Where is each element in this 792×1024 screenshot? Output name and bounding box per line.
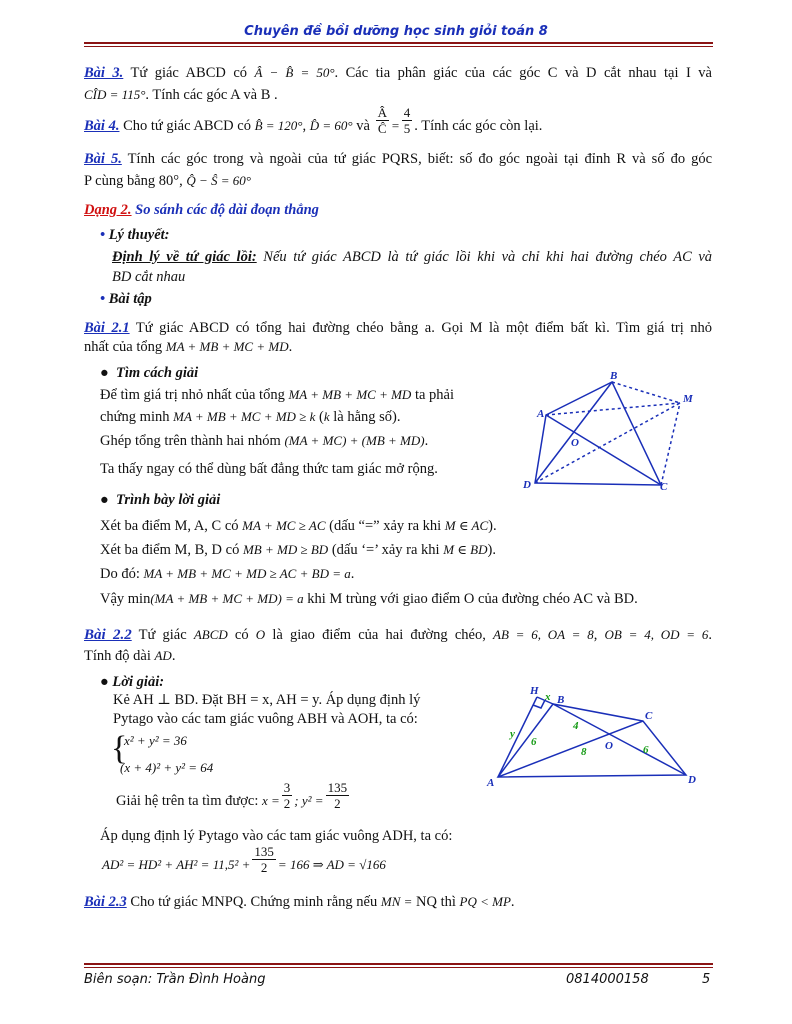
quadrilateral-figure-1 xyxy=(515,370,705,495)
fig2-label-y: y xyxy=(510,728,515,740)
page-number: 5 xyxy=(702,972,711,987)
method-line-3: Ghép tổng trên thành hai nhóm (MA + MC) + (MB + MD). xyxy=(100,433,429,449)
exercise-heading: • Bài tập xyxy=(100,291,152,307)
solution-line-3: Do đó: MA + MB + MC + MD ≥ AC + BD = a. xyxy=(100,566,355,582)
method-line-4: Ta thấy ngay có thể dùng bất đẳng thức tam giác mở rộng. xyxy=(100,461,438,477)
footer-rule xyxy=(84,963,713,968)
system-eq-2: (x + 4)² + y² = 64 xyxy=(120,760,214,775)
fig2-label-B: B xyxy=(557,694,565,706)
problem-3-line-2: CÎD = 115°. Tính các góc A và B . xyxy=(84,87,278,103)
answer-line-5: AD² = HD² + AH² = 11,5² + $\frac{135}{2}$ = 166 ⇒ AD = √166 xyxy=(102,844,386,876)
problem-2-2-line-1: Bài 2.2 Tứ giác ABCD có O là giao điểm của hai đường chéo, AB = 6, OA = 8, OB = 4, OD = 6. xyxy=(84,627,712,643)
fig2-label-C: C xyxy=(645,710,653,722)
fig2-label-D: D xyxy=(688,774,696,786)
system-eq-1: x² + y² = 36 xyxy=(124,733,187,748)
problem-2-1-line-1: Bài 2.1 Tứ giác ABCD có tổng hai đường chéo bằng a. Gọi M là một điểm bất kì. Tìm giá trị nhỏ xyxy=(84,320,712,336)
theory-heading: • Lý thuyết: xyxy=(100,227,170,243)
method-heading: ● Tìm cách giải xyxy=(100,365,199,381)
fig2-label-6-ab: 6 xyxy=(531,736,537,748)
solution-line-4: Vậy min(MA + MB + MC + MD) = a khi M trùng với giao điểm O của đường chéo AC và BD. xyxy=(100,591,638,607)
fig2-label-O: O xyxy=(605,740,613,752)
problem-3-line-1: Bài 3. Tứ giác ABCD có Â − B̂ = 50°. Các tia phân giác của các góc C và D cắt nhau tại I và xyxy=(84,65,712,81)
fig1-label-C: C xyxy=(660,481,668,493)
method-line-1: Để tìm giá trị nhỏ nhất của tổng MA + MB + MC + MD ta phải xyxy=(100,387,454,403)
answer-line-3: Giải hệ trên ta tìm được: x = $\frac{3}{2}$ ; y² = $\frac{135}{2}$ xyxy=(116,780,348,812)
fig2-label-6-od: 6 xyxy=(643,744,649,756)
problem-4: Bài 4. Cho tứ giác ABCD có B̂ = 120°, D̂ = 60° và $\frac{Â}{Ĉ}$ = $\frac{4}{5}$ . Tính các góc còn lại. xyxy=(84,105,543,137)
problem-2-1-line-2: nhất của tổng MA + MB + MC + MD. xyxy=(84,339,293,355)
problem-5-line-2: P cùng bằng 80°, Q̂ − Ŝ = 60° xyxy=(84,173,251,189)
fig2-label-x: x xyxy=(545,691,551,703)
fig2-label-A: A xyxy=(487,777,495,789)
footer-author: Biên soạn: Trần Đình Hoàng xyxy=(84,972,266,987)
problem-2-3: Bài 2.3 Cho tứ giác MNPQ. Chứng minh rằng nếu MN = NQ thì PQ < MP. xyxy=(84,894,515,910)
answer-line-2: Pytago vào các tam giác vuông ABH và AOH, ta có: xyxy=(113,711,418,727)
fig1-label-B: B xyxy=(610,370,618,382)
fig1-label-O: O xyxy=(571,437,579,449)
answer-line-4: Áp dụng định lý Pytago vào các tam giác vuông ADH, ta có: xyxy=(100,828,453,844)
problem-5-line-1: Bài 5. Tính các góc trong và ngoài của tứ giác PQRS, biết: số đo góc ngoài tại đỉnh R và số đo góc xyxy=(84,151,712,167)
fig1-label-A: A xyxy=(537,408,545,420)
quadrilateral-figure-2 xyxy=(483,683,703,793)
answer-heading: ● Lời giải: xyxy=(100,674,165,690)
fig2-label-4: 4 xyxy=(573,720,579,732)
method-line-2: chứng minh MA + MB + MC + MD ≥ k (k là hằng số). xyxy=(100,409,401,425)
theorem-line-1: Định lý về tứ giác lồi: Nếu tứ giác ABCD là tứ giác lồi khi và chỉ khi hai đường chéo AC và xyxy=(112,249,713,265)
fig2-label-8: 8 xyxy=(581,746,587,758)
page-header: Chuyên đề bồi dưỡng học sinh giỏi toán 8 xyxy=(244,24,548,39)
fig2-label-H: H xyxy=(530,685,539,697)
problem-2-2-line-2: Tính độ dài AD. xyxy=(84,648,176,664)
fig1-label-M: M xyxy=(683,393,693,405)
solution-line-2: Xét ba điểm M, B, D có MB + MD ≥ BD (dấu ‘=’ xảy ra khi M ∈ BD). xyxy=(100,542,496,558)
footer-phone: 0814000158 xyxy=(566,972,649,987)
solution-line-1: Xét ba điểm M, A, C có MA + MC ≥ AC (dấu “=” xảy ra khi M ∈ AC). xyxy=(100,518,497,534)
section-dang-2: Dạng 2. So sánh các độ dài đoạn thẳng xyxy=(84,202,319,218)
system-brace: { xyxy=(111,730,128,767)
theorem-line-2: BD cắt nhau xyxy=(112,269,186,285)
header-rule xyxy=(84,42,713,47)
answer-line-1: Kẻ AH ⊥ BD. Đặt BH = x, AH = y. Áp dụng định lý xyxy=(113,692,421,708)
fig1-label-D: D xyxy=(523,479,531,491)
solution-heading: ● Trình bày lời giải xyxy=(100,492,221,508)
